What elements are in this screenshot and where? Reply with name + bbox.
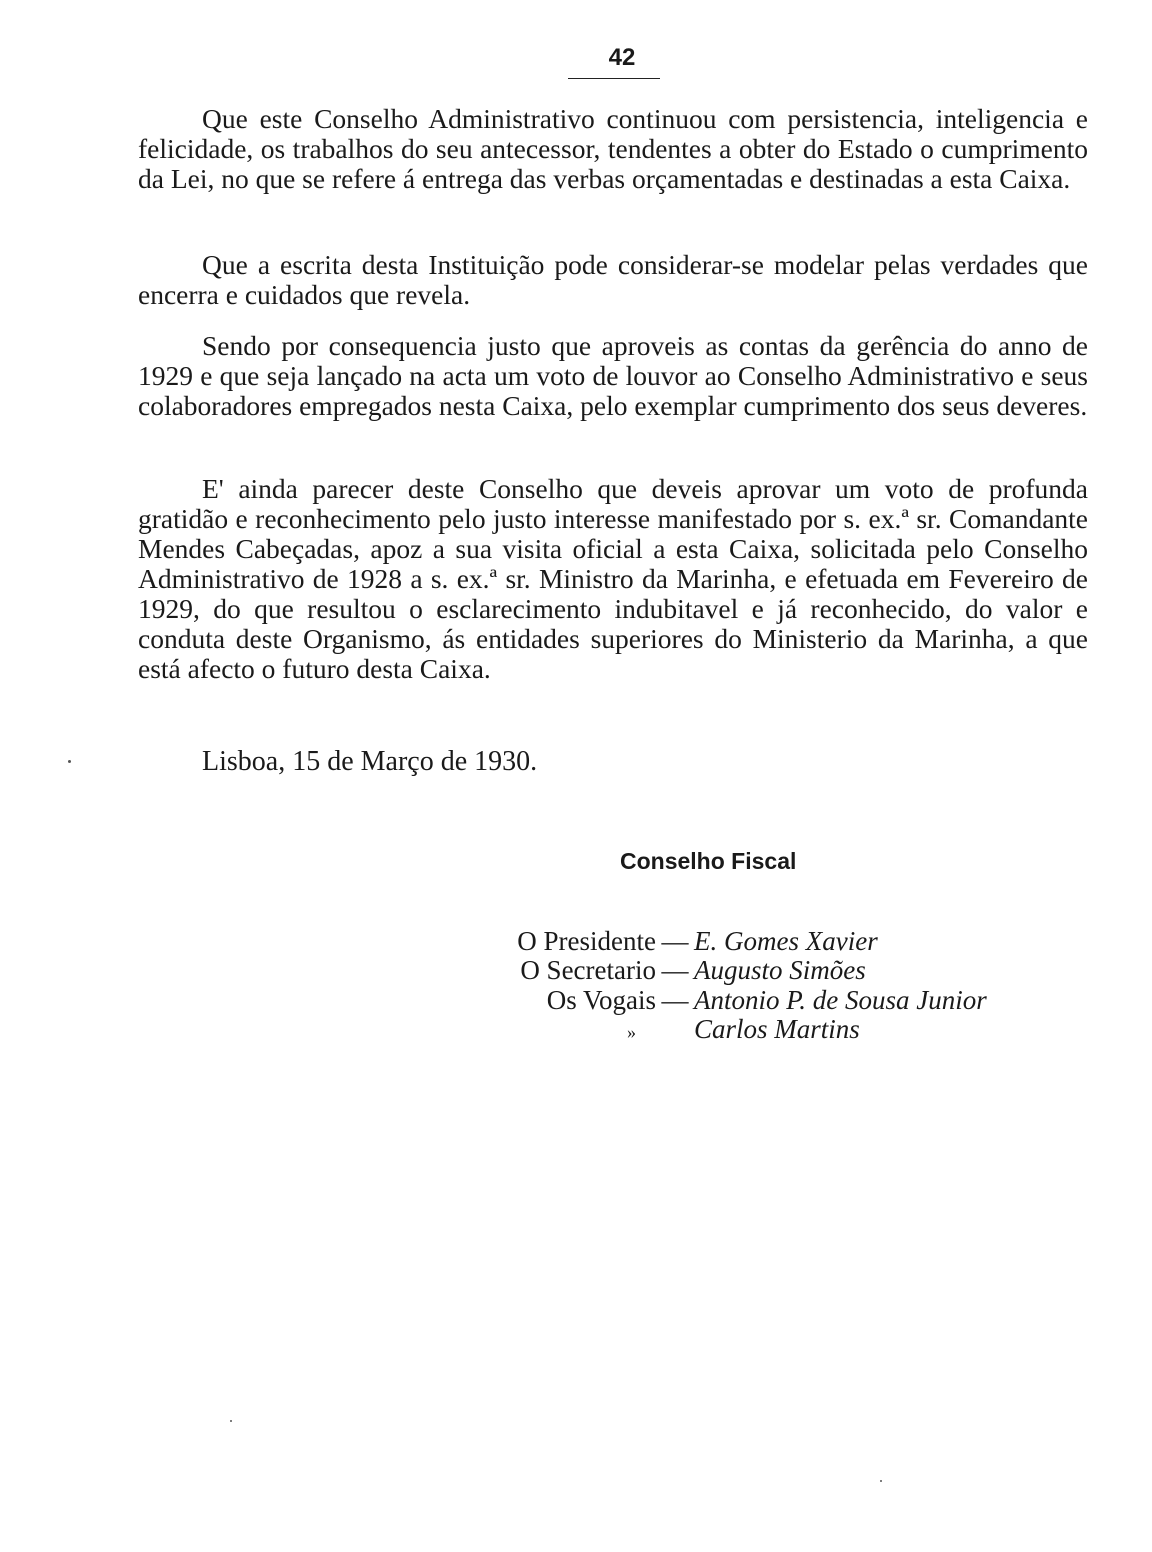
paragraph-3: Sendo por consequencia justo que aproveis as contas da gerência do anno de 1929 e que seja lançado na acta um voto de louvor ao Conselho Administrativo e seus colaboradores empregados nesta Caixa, pelo exemplar cumprimento dos seus deveres. — [138, 330, 1088, 421]
signature-secretary — [480, 955, 866, 985]
signature-vogal-2 — [480, 1014, 860, 1047]
signature-role: O Secretario — [520, 955, 656, 985]
signature-name: E. Gomes Xavier — [694, 926, 878, 956]
signature-role: Os Vogais — [546, 985, 656, 1015]
date-line: Lisboa, 15 de Março de 1930. — [202, 746, 538, 777]
page-number: 42 — [608, 44, 636, 71]
signature-president — [480, 926, 878, 956]
page-number-rule — [568, 78, 660, 79]
signature-name: Augusto Simões — [694, 955, 866, 985]
signature-vogal-1 — [480, 985, 987, 1015]
scan-speck — [68, 760, 71, 763]
signature-name: Carlos Martins — [694, 1014, 860, 1044]
ditto-mark: » — [627, 1022, 636, 1042]
signature-dash: — — [661, 955, 689, 985]
signature-name: Antonio P. de Sousa Junior — [694, 985, 987, 1015]
paragraph-2: Que a escrita desta Instituição pode considerar-se modelar pelas verdades que encerra e cuidados que revela. — [138, 249, 1088, 310]
paragraph-4: E' ainda parecer deste Conselho que deveis aprovar um voto de profunda gratidão e reconhecimento pelo justo interesse manifestado por s. ex.ª sr. Comandante Mendes Cabeçadas, apoz a sua visita oficial a esta Caixa, solicitada pelo Conselho Administrativo de 1928 a s. ex.ª sr. Ministro da Marinha, e efetuada em Fevereiro de 1929, do que resultou o esclarecimento indubitavel e já reconhecido, do valor e conduta deste Organismo, ás entidades superiores do Ministerio da Marinha, a que está afecto o futuro desta Caixa. — [138, 473, 1088, 684]
paragraph-1: Que este Conselho Administrativo continuou com persistencia, inteligencia e felicidade, os trabalhos do seu antecessor, tendentes a obter do Estado o cumprimento da Lei, no que se refere á entrega das verbas orçamentadas e destinadas a esta Caixa. — [138, 103, 1088, 194]
council-title: Conselho Fiscal — [620, 848, 797, 874]
signature-role: O Presidente — [517, 926, 656, 956]
signature-dash: — — [661, 985, 689, 1015]
scan-speck — [230, 1420, 232, 1422]
scan-speck — [880, 1480, 882, 1482]
signature-dash: — — [661, 926, 689, 956]
